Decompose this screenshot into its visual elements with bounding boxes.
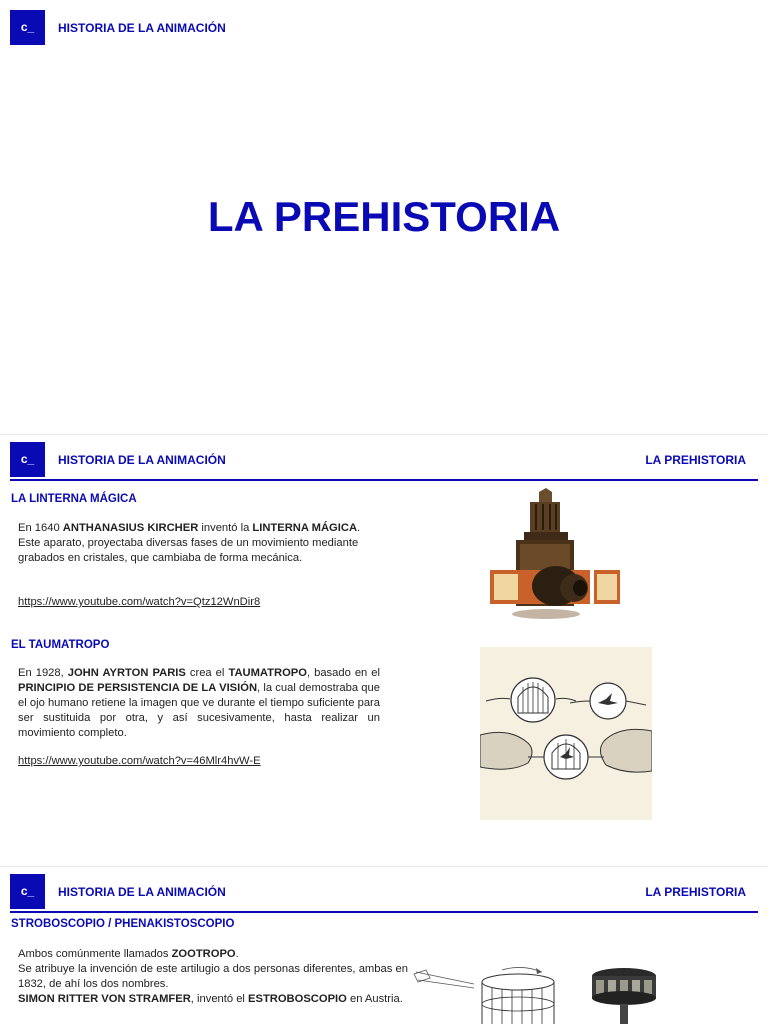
slide-separator <box>0 866 768 867</box>
magic-lantern-image <box>484 488 624 624</box>
header-rule <box>10 479 758 481</box>
slide-title: LA PREHISTORIA <box>207 193 561 240</box>
logo: c_ <box>10 874 45 909</box>
slide-separator <box>0 434 768 435</box>
section-title: LA PREHISTORIA <box>645 453 746 467</box>
stroboscopio-paragraph: Ambos comúnmente llamados ZOOTROPO. Se atribuye la invención de este artilugio a dos personas diferentes, ambas en 1832, de ahí los dos nombres. SIMON RITTER VON STRAMFER, inventó el ESTROBOSCOPIO en Austria. <box>18 948 408 1005</box>
course-title: HISTORIA DE LA ANIMACIÓN <box>58 21 226 35</box>
taumatropo-heading: EL TAUMATROPO <box>11 639 110 651</box>
logo: c_ <box>10 10 45 45</box>
linterna-video-link[interactable]: https://www.youtube.com/watch?v=Qtz12WnDir8 <box>18 596 261 608</box>
linterna-heading: LA LINTERNA MÁGICA <box>11 493 137 505</box>
zoetrope-drawing-image <box>412 958 574 1024</box>
stroboscopio-heading: STROBOSCOPIO / PHENAKISTOSCOPIO <box>11 918 235 930</box>
logo: c_ <box>10 442 45 477</box>
taumatropo-paragraph: En 1928, JOHN AYRTON PARIS crea el TAUMATROPO, basado en el PRINCIPIO DE PERSISTENCIA DE LA VISIÓN, la cual demostraba que el ojo humano retiene la imagen que ve durante el tiempo suficiente para ser sustituida por otra, y así sucesivamente, hasta realizar un movimiento completo. <box>18 667 381 739</box>
header-rule <box>10 911 758 913</box>
course-title: HISTORIA DE LA ANIMACIÓN <box>58 885 226 899</box>
course-title: HISTORIA DE LA ANIMACIÓN <box>58 453 226 467</box>
taumatropo-video-link[interactable]: https://www.youtube.com/watch?v=46Mlr4hvW-E <box>18 755 261 767</box>
linterna-paragraph: En 1640 ANTHANASIUS KIRCHER inventó la LINTERNA MÁGICA. Este aparato, proyectaba diversas fases de un movimiento mediante grabados en cristales, que cambiaba de forma mecánica. <box>18 522 361 564</box>
zoetrope-photo-image <box>578 960 674 1024</box>
section-title: LA PREHISTORIA <box>645 885 746 899</box>
thaumatrope-image <box>480 647 652 820</box>
